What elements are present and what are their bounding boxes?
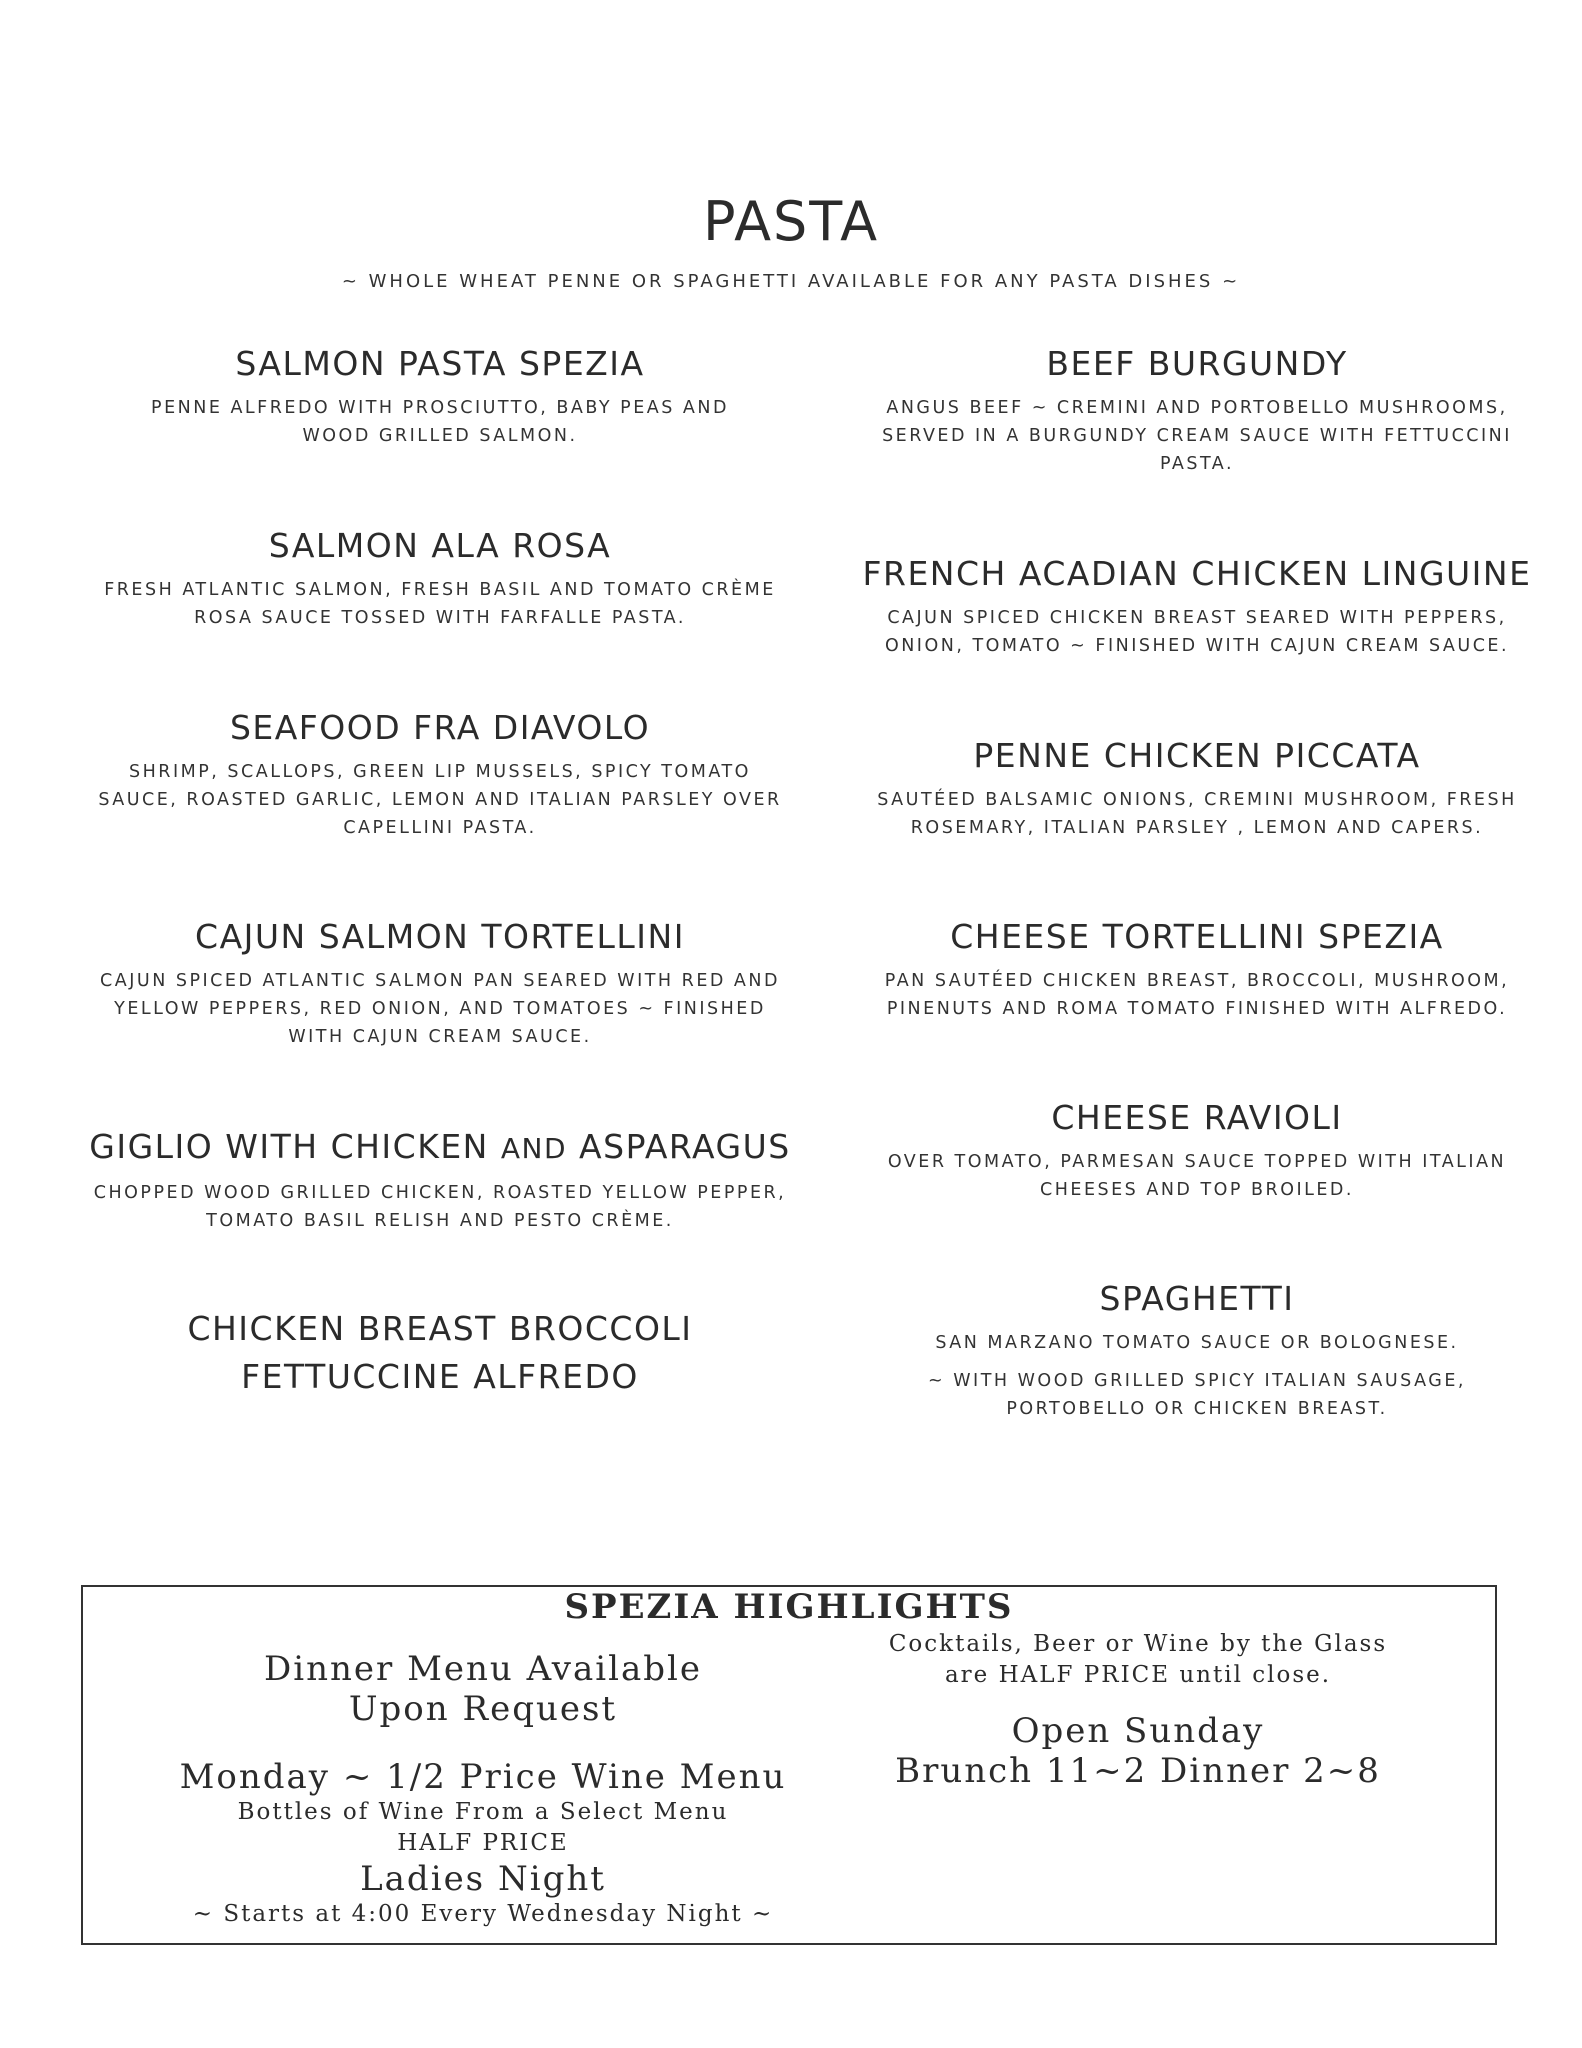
menu-item-chicken-broccoli-fettuccine bbox=[70, 1305, 810, 1401]
dish-name: BEEF BURGUNDY bbox=[1046, 344, 1348, 383]
dish-name: CAJUN SALMON TORTELLINI bbox=[195, 917, 685, 956]
dish-name: PENNE CHICKEN PICCATA bbox=[973, 736, 1421, 775]
cocktails-text-2: are HALF PRICE until close. bbox=[944, 1662, 1332, 1688]
dish-description: ANGUS BEEF ~ CREMINI AND PORTOBELLO MUSHROOMS, SERVED IN A BURGUNDY CREAM SAUCE WITH FETTUCCINI PASTA. bbox=[882, 398, 1512, 474]
dish-description-addon: ~ WITH WOOD GRILLED SPICY ITALIAN SAUSAGE, PORTOBELLO OR CHICKEN BREAST. bbox=[928, 1371, 1466, 1419]
left-menu-column bbox=[70, 340, 810, 1440]
cocktails-text-1: Cocktails, Beer or Wine by the Glass bbox=[888, 1631, 1388, 1657]
menu-item-seafood-fra-diavolo bbox=[70, 704, 810, 842]
dish-name: SPAGHETTI bbox=[1099, 1279, 1295, 1318]
open-sunday-text: Open Sunday bbox=[1011, 1711, 1265, 1751]
dish-description: SAN MARZANO TOMATO SAUCE OR BOLOGNESE. bbox=[935, 1333, 1459, 1353]
menu-item-salmon-ala-rosa bbox=[70, 522, 810, 632]
dish-name-part2: ASPARAGUS bbox=[579, 1127, 791, 1166]
highlights-box bbox=[81, 1585, 1497, 1945]
menu-item-salmon-pasta-spezia bbox=[70, 340, 810, 450]
page-subtitle: ~ WHOLE WHEAT PENNE OR SPAGHETTI AVAILABLE FOR ANY PASTA DISHES ~ bbox=[341, 271, 1241, 292]
dish-name: CHEESE TORTELLINI SPEZIA bbox=[950, 917, 1444, 956]
menu-item-french-acadian-chicken-linguine bbox=[822, 550, 1572, 660]
ladies-night-starts-text: ~ Starts at 4:00 Every Wednesday Night ~ bbox=[192, 1901, 774, 1927]
dish-name-and: AND bbox=[500, 1132, 568, 1165]
dinner-menu-text: Dinner Menu Available bbox=[263, 1649, 703, 1689]
dish-name: SALMON ALA ROSA bbox=[268, 526, 612, 565]
brunch-dinner-hours-text: Brunch 11~2 Dinner 2~8 bbox=[895, 1751, 1381, 1791]
page-title: PASTA bbox=[702, 190, 880, 253]
bottles-text: Bottles of Wine From a Select Menu bbox=[237, 1799, 729, 1825]
dish-name: SALMON PASTA SPEZIA bbox=[235, 344, 645, 383]
right-menu-column bbox=[822, 340, 1572, 1440]
dish-description: CAJUN SPICED ATLANTIC SALMON PAN SEARED WITH RED AND YELLOW PEPPERS, RED ONION, AND TOMATOES ~ FINISHED WITH CAJUN CREAM SAUCE. bbox=[100, 971, 780, 1047]
dish-description: FRESH ATLANTIC SALMON, FRESH BASIL AND TOMATO CRÈME ROSA SAUCE TOSSED WITH FARFALLE PASTA. bbox=[104, 580, 776, 628]
dish-description: PENNE ALFREDO WITH PROSCIUTTO, BABY PEAS AND WOOD GRILLED SALMON. bbox=[151, 398, 729, 446]
menu-item-penne-chicken-piccata bbox=[822, 732, 1572, 842]
dish-description: SAUTÉED BALSAMIC ONIONS, CREMINI MUSHROOM, FRESH ROSEMARY, ITALIAN PARSLEY , LEMON AND CAPERS. bbox=[877, 790, 1517, 838]
dish-description: CAJUN SPICED CHICKEN BREAST SEARED WITH PEPPERS, ONION, TOMATO ~ FINISHED WITH CAJUN CREAM SAUCE. bbox=[884, 608, 1510, 656]
dish-description: OVER TOMATO, PARMESAN SAUCE TOPPED WITH ITALIAN CHEESES AND TOP BROILED. bbox=[887, 1152, 1507, 1200]
highlights-left bbox=[103, 1649, 863, 1930]
menu-item-spaghetti bbox=[822, 1275, 1572, 1423]
dish-name: CHICKEN BREAST BROCCOLI FETTUCCINE ALFREDO bbox=[187, 1309, 693, 1396]
dish-name bbox=[70, 1123, 810, 1173]
menu-item-beef-burgundy bbox=[822, 340, 1572, 478]
dish-name: SEAFOOD FRA DIAVOLO bbox=[229, 708, 651, 747]
menu-item-cajun-salmon-tortellini bbox=[70, 913, 810, 1051]
dish-name: CHEESE RAVIOLI bbox=[1051, 1098, 1343, 1137]
menu-item-cheese-tortellini-spezia bbox=[822, 913, 1572, 1023]
menu-item-giglio-chicken-asparagus bbox=[70, 1123, 810, 1235]
highlights-title: SPEZIA HIGHLIGHTS bbox=[564, 1587, 1014, 1627]
highlights-right bbox=[813, 1629, 1463, 1791]
menu-item-cheese-ravioli bbox=[822, 1094, 1572, 1204]
dish-name-part1: GIGLIO WITH CHICKEN bbox=[89, 1127, 489, 1166]
dish-description: CHOPPED WOOD GRILLED CHICKEN, ROASTED YELLOW PEPPER, TOMATO BASIL RELISH AND PESTO CRÈME. bbox=[93, 1183, 787, 1231]
ladies-night-text: Ladies Night bbox=[360, 1859, 606, 1899]
dish-name: FRENCH ACADIAN CHICKEN LINGUINE bbox=[862, 554, 1532, 593]
half-price-text: HALF PRICE bbox=[397, 1830, 569, 1856]
dish-description: SHRIMP, SCALLOPS, GREEN LIP MUSSELS, SPICY TOMATO SAUCE, ROASTED GARLIC, LEMON AND ITALIAN PARSLEY OVER CAPELLINI PASTA. bbox=[98, 762, 782, 838]
dish-description: PAN SAUTÉED CHICKEN BREAST, BROCCOLI, MUSHROOM, PINENUTS AND ROMA TOMATO FINISHED WITH ALFREDO. bbox=[884, 971, 1510, 1019]
upon-request-text: Upon Request bbox=[348, 1689, 618, 1729]
monday-wine-text: Monday ~ 1/2 Price Wine Menu bbox=[179, 1757, 787, 1797]
